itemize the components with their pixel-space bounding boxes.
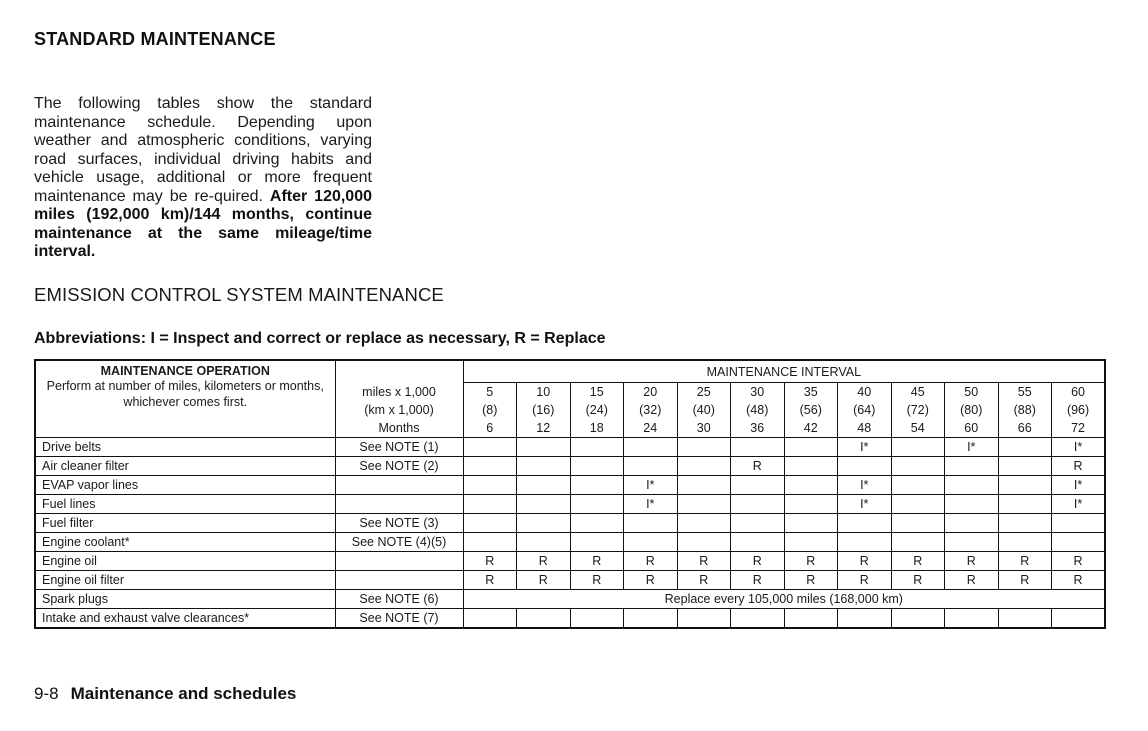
interval-miles: 55 bbox=[1017, 385, 1032, 399]
interval-cell: R bbox=[945, 552, 999, 571]
interval-column-header bbox=[677, 383, 731, 438]
interval-cell bbox=[517, 495, 571, 514]
interval-cell bbox=[838, 609, 892, 629]
interval-cell bbox=[891, 438, 945, 457]
page-number: 9-8 bbox=[34, 684, 59, 703]
interval-cell: R bbox=[784, 571, 838, 590]
interval-cell: R bbox=[517, 571, 571, 590]
interval-cell bbox=[570, 495, 624, 514]
interval-cell bbox=[731, 495, 785, 514]
interval-cell bbox=[731, 609, 785, 629]
interval-cell bbox=[624, 609, 678, 629]
interval-cell bbox=[945, 514, 999, 533]
interval-cell bbox=[998, 476, 1052, 495]
interval-cell bbox=[1052, 514, 1106, 533]
interval-column-header bbox=[945, 383, 999, 438]
interval-cell: R bbox=[517, 552, 571, 571]
interval-cell bbox=[570, 609, 624, 629]
interval-cell bbox=[731, 438, 785, 457]
interval-column-header bbox=[624, 383, 678, 438]
interval-km: (96) bbox=[1066, 403, 1090, 417]
interval-miles: 5 bbox=[486, 385, 494, 399]
operation-header bbox=[35, 360, 335, 438]
interval-cell bbox=[838, 514, 892, 533]
interval-cell bbox=[891, 476, 945, 495]
section-heading: EMISSION CONTROL SYSTEM MAINTENANCE bbox=[34, 284, 444, 305]
interval-months: 30 bbox=[696, 421, 711, 435]
interval-cell: R bbox=[677, 571, 731, 590]
interval-cell: R bbox=[570, 552, 624, 571]
interval-miles: 45 bbox=[910, 385, 925, 399]
note-cell: See NOTE (3) bbox=[335, 514, 463, 533]
note-cell: See NOTE (2) bbox=[335, 457, 463, 476]
interval-cell: R bbox=[945, 571, 999, 590]
interval-cell: R bbox=[1052, 457, 1106, 476]
interval-km: (40) bbox=[692, 403, 715, 417]
units-months: Months bbox=[378, 421, 420, 435]
table-row bbox=[35, 495, 1105, 514]
interval-cell: I* bbox=[945, 438, 999, 457]
units-header bbox=[335, 360, 463, 438]
interval-cell bbox=[1052, 533, 1106, 552]
interval-cell bbox=[517, 438, 571, 457]
interval-cell bbox=[463, 457, 517, 476]
note-cell bbox=[335, 476, 463, 495]
interval-miles: 40 bbox=[857, 385, 872, 399]
interval-miles: 20 bbox=[643, 385, 658, 399]
interval-cell: R bbox=[624, 571, 678, 590]
operation-cell: Fuel filter bbox=[35, 514, 335, 533]
interval-cell: R bbox=[891, 571, 945, 590]
intro-text: The following tables show the standard maintenance schedule. Depending upon weather and atmospheric conditions, varying road surfaces, individual driving habits and vehicle usage, additional or more frequent maintenance may be re-quired. bbox=[34, 95, 372, 205]
table-row bbox=[35, 571, 1105, 590]
table-row bbox=[35, 609, 1105, 629]
interval-cell bbox=[784, 476, 838, 495]
page-title: STANDARD MAINTENANCE bbox=[34, 29, 276, 49]
interval-cell: R bbox=[891, 552, 945, 571]
operation-cell: EVAP vapor lines bbox=[35, 476, 335, 495]
note-cell: See NOTE (7) bbox=[335, 609, 463, 629]
interval-cell bbox=[784, 514, 838, 533]
intro-paragraph bbox=[34, 95, 372, 262]
interval-cell bbox=[998, 438, 1052, 457]
interval-cell: I* bbox=[838, 438, 892, 457]
interval-cell bbox=[677, 495, 731, 514]
interval-miles: 50 bbox=[964, 385, 979, 399]
interval-cell: R bbox=[998, 552, 1052, 571]
operation-cell: Intake and exhaust valve clearances* bbox=[35, 609, 335, 629]
interval-cell bbox=[624, 457, 678, 476]
interval-cell bbox=[784, 533, 838, 552]
intro-bold-text: After 120,000 miles (192,000 km)/144 months, continue maintenance at the same mileage/time interval. bbox=[34, 187, 373, 260]
maintenance-schedule-table bbox=[34, 359, 1106, 629]
interval-miles: 10 bbox=[536, 385, 551, 399]
note-cell bbox=[335, 552, 463, 571]
interval-miles: 25 bbox=[696, 385, 711, 399]
interval-column-header bbox=[570, 383, 624, 438]
note-cell bbox=[335, 495, 463, 514]
abbreviations-note: Abbreviations: I = Inspect and correct or replace as necessary, R = Replace bbox=[34, 330, 606, 347]
interval-column-header bbox=[784, 383, 838, 438]
interval-cell bbox=[891, 609, 945, 629]
interval-cell bbox=[998, 495, 1052, 514]
footer-section-title: Maintenance and schedules bbox=[70, 684, 297, 703]
interval-cell bbox=[570, 457, 624, 476]
interval-cell: I* bbox=[624, 476, 678, 495]
interval-cell bbox=[891, 495, 945, 514]
interval-months: 12 bbox=[536, 421, 551, 435]
interval-cell bbox=[624, 438, 678, 457]
interval-cell: I* bbox=[838, 495, 892, 514]
interval-cell bbox=[570, 514, 624, 533]
interval-months: 6 bbox=[486, 421, 494, 435]
note-cell bbox=[335, 571, 463, 590]
operation-header-title: MAINTENANCE OPERATION bbox=[100, 364, 270, 378]
interval-cell bbox=[945, 533, 999, 552]
interval-cell bbox=[463, 495, 517, 514]
table-row bbox=[35, 457, 1105, 476]
interval-months: 60 bbox=[964, 421, 979, 435]
interval-span-cell: Replace every 105,000 miles (168,000 km) bbox=[463, 590, 1105, 609]
interval-miles: 30 bbox=[750, 385, 765, 399]
interval-cell bbox=[517, 476, 571, 495]
interval-column-header bbox=[731, 383, 785, 438]
interval-cell bbox=[624, 514, 678, 533]
interval-miles: 35 bbox=[803, 385, 818, 399]
interval-cell bbox=[998, 609, 1052, 629]
interval-cell bbox=[945, 609, 999, 629]
interval-months: 48 bbox=[857, 421, 872, 435]
interval-cell bbox=[517, 609, 571, 629]
interval-cell: R bbox=[463, 552, 517, 571]
interval-cell bbox=[677, 457, 731, 476]
interval-cell: R bbox=[624, 552, 678, 571]
interval-column-header bbox=[891, 383, 945, 438]
page-footer bbox=[34, 684, 296, 704]
interval-cell: I* bbox=[1052, 476, 1106, 495]
units-km: (km x 1,000) bbox=[364, 403, 434, 417]
interval-cell: R bbox=[838, 571, 892, 590]
interval-km: (32) bbox=[639, 403, 662, 417]
interval-cell bbox=[517, 514, 571, 533]
interval-column-header bbox=[517, 383, 571, 438]
interval-cell: R bbox=[731, 552, 785, 571]
interval-cell bbox=[570, 438, 624, 457]
interval-km: (64) bbox=[853, 403, 876, 417]
interval-cell bbox=[463, 438, 517, 457]
interval-cell bbox=[784, 495, 838, 514]
interval-cell bbox=[731, 533, 785, 552]
interval-km: (24) bbox=[585, 403, 608, 417]
interval-cell bbox=[945, 457, 999, 476]
interval-cell bbox=[731, 514, 785, 533]
interval-cell bbox=[463, 533, 517, 552]
interval-cell bbox=[463, 476, 517, 495]
interval-cell bbox=[784, 438, 838, 457]
interval-cell: R bbox=[463, 571, 517, 590]
interval-cell bbox=[838, 457, 892, 476]
interval-cell: R bbox=[1052, 571, 1106, 590]
interval-cell bbox=[570, 533, 624, 552]
interval-cell bbox=[891, 514, 945, 533]
interval-cell: R bbox=[838, 552, 892, 571]
note-cell: See NOTE (4)(5) bbox=[335, 533, 463, 552]
operation-cell: Spark plugs bbox=[35, 590, 335, 609]
units-miles: miles x 1,000 bbox=[362, 385, 436, 399]
interval-cell: I* bbox=[1052, 438, 1106, 457]
table-row bbox=[35, 476, 1105, 495]
interval-cell bbox=[945, 495, 999, 514]
interval-column-header bbox=[463, 383, 517, 438]
schedule-body bbox=[35, 438, 1105, 629]
interval-cell bbox=[517, 533, 571, 552]
note-cell: See NOTE (6) bbox=[335, 590, 463, 609]
interval-header: MAINTENANCE INTERVAL bbox=[463, 360, 1105, 383]
interval-cell: I* bbox=[624, 495, 678, 514]
interval-cell bbox=[998, 514, 1052, 533]
note-cell: See NOTE (1) bbox=[335, 438, 463, 457]
table-row bbox=[35, 590, 1105, 609]
interval-cell bbox=[784, 609, 838, 629]
interval-km: (80) bbox=[960, 403, 983, 417]
interval-cell: R bbox=[570, 571, 624, 590]
interval-miles: 60 bbox=[1071, 385, 1086, 399]
interval-cell: R bbox=[784, 552, 838, 571]
interval-km: (72) bbox=[906, 403, 929, 417]
interval-cell bbox=[731, 476, 785, 495]
interval-cell: R bbox=[1052, 552, 1106, 571]
interval-cell bbox=[517, 457, 571, 476]
interval-cell bbox=[838, 533, 892, 552]
interval-cell bbox=[463, 514, 517, 533]
interval-column-header bbox=[1052, 383, 1106, 438]
interval-cell: I* bbox=[838, 476, 892, 495]
interval-km: (16) bbox=[532, 403, 555, 417]
interval-months: 18 bbox=[589, 421, 604, 435]
operation-cell: Engine oil filter bbox=[35, 571, 335, 590]
interval-cell: R bbox=[998, 571, 1052, 590]
operation-cell: Engine coolant* bbox=[35, 533, 335, 552]
interval-cell: R bbox=[677, 552, 731, 571]
interval-miles: 15 bbox=[589, 385, 604, 399]
interval-cell bbox=[463, 609, 517, 629]
table-row bbox=[35, 514, 1105, 533]
interval-cell: I* bbox=[1052, 495, 1106, 514]
operation-cell: Fuel lines bbox=[35, 495, 335, 514]
interval-km: (56) bbox=[799, 403, 822, 417]
table-row bbox=[35, 438, 1105, 457]
interval-cell bbox=[677, 514, 731, 533]
table-row bbox=[35, 533, 1105, 552]
interval-km: (8) bbox=[482, 403, 498, 417]
interval-cell: R bbox=[731, 457, 785, 476]
interval-cell bbox=[1052, 609, 1106, 629]
interval-km: (88) bbox=[1013, 403, 1036, 417]
interval-months: 42 bbox=[803, 421, 818, 435]
interval-cell bbox=[891, 457, 945, 476]
interval-months: 54 bbox=[910, 421, 925, 435]
operation-cell: Air cleaner filter bbox=[35, 457, 335, 476]
interval-km: (48) bbox=[746, 403, 769, 417]
operation-cell: Drive belts bbox=[35, 438, 335, 457]
interval-cell: R bbox=[731, 571, 785, 590]
interval-months: 36 bbox=[750, 421, 765, 435]
interval-cell bbox=[998, 457, 1052, 476]
interval-cell bbox=[677, 438, 731, 457]
interval-cell bbox=[677, 533, 731, 552]
interval-cell bbox=[677, 476, 731, 495]
table-row bbox=[35, 552, 1105, 571]
operation-cell: Engine oil bbox=[35, 552, 335, 571]
interval-cell bbox=[998, 533, 1052, 552]
interval-cell bbox=[784, 457, 838, 476]
interval-column-header bbox=[998, 383, 1052, 438]
interval-cell bbox=[891, 533, 945, 552]
interval-months: 72 bbox=[1071, 421, 1086, 435]
operation-header-subtitle: Perform at number of miles, kilometers or months, whichever comes first. bbox=[46, 379, 324, 409]
interval-cell bbox=[677, 609, 731, 629]
interval-cell bbox=[945, 476, 999, 495]
interval-cell bbox=[570, 476, 624, 495]
interval-months: 66 bbox=[1017, 421, 1032, 435]
interval-column-header bbox=[838, 383, 892, 438]
interval-cell bbox=[624, 533, 678, 552]
interval-months: 24 bbox=[643, 421, 658, 435]
